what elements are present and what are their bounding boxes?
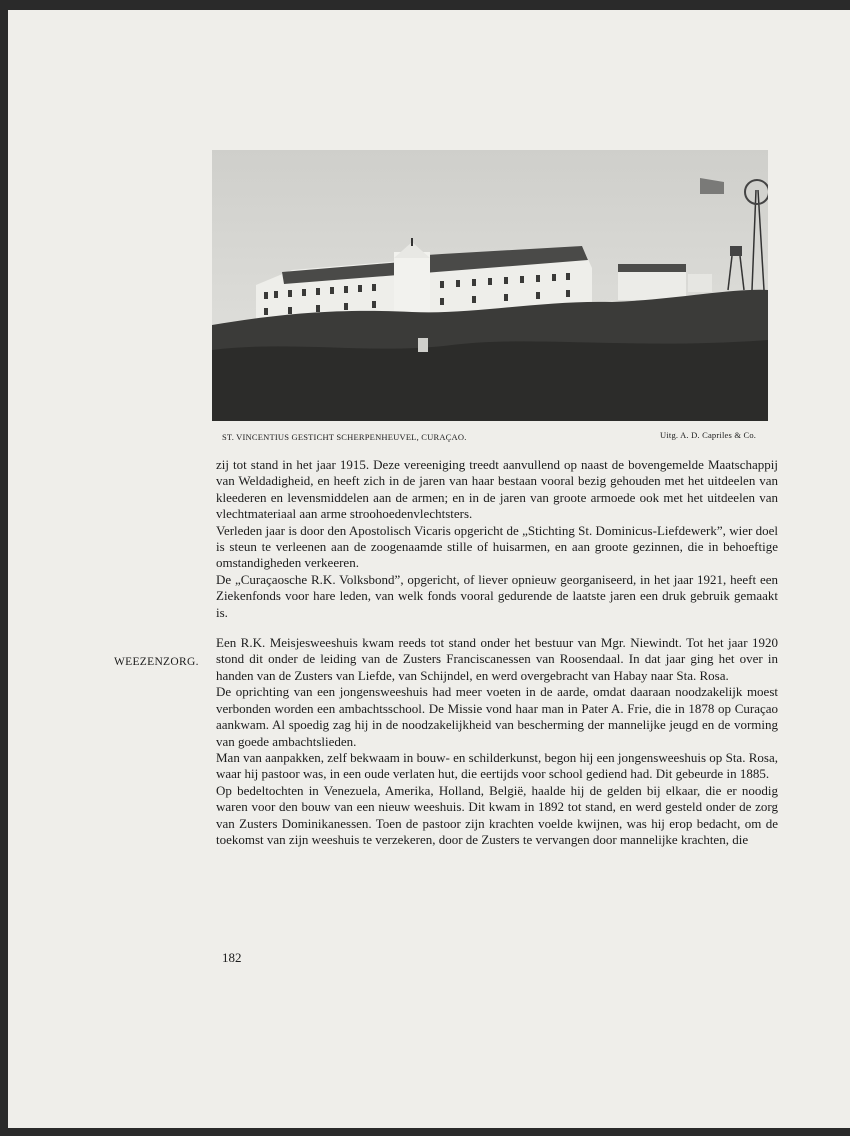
building-photo xyxy=(212,150,768,421)
photo-credit: Uitg. A. D. Capriles & Co. xyxy=(660,430,757,440)
paragraph: Man van aanpakken, zelf bekwaam in bouw- en schilderkunst, begon hij een jongensweeshuis op Sta. Rosa, waar hij pastoor was, in een oude verlaten hut, die eertijds voor school gediend had. Dit gebeurde in 1885. xyxy=(216,749,778,782)
photo-illustration xyxy=(212,150,768,421)
side-heading: WEEZENZORG. xyxy=(114,656,199,668)
paragraph: Een R.K. Meisjesweeshuis kwam reeds tot stand onder het bestuur van Mgr. Niewindt. Tot het jaar 1920 stond dit onder de leiding van de Zusters Franciscanessen van Roosendaal. In dat jaar ging het over in handen van de Zusters van Liefde, van Schijndel, en werd overgebracht van Habay naar Sta. Rosa. xyxy=(216,635,778,683)
photo-caption: ST. VINCENTIUS GESTICHT SCHERPENHEUVEL, CURAÇAO. xyxy=(222,432,467,442)
body-text xyxy=(216,457,778,848)
page-number: 182 xyxy=(222,950,242,965)
paragraph: zij tot stand in het jaar 1915. Deze vereeniging treedt aanvullend op naast de bovengemelde Maatschappij van Weldadigheid, en heeft zich in de jaren van haar bestaan vooral bezig gehouden met het uitdeelen van kleederen en levensmiddelen aan de armen; en in de jaren van groote armoede ook met het uitdeelen van vlechtmateriaal aan arme stroohoedenvlechtsters. xyxy=(216,457,778,522)
paragraph: De „Curaçaosche R.K. Volksbond”, opgericht, of liever opnieuw georganiseerd, in het jaar 1921, heeft een Ziekenfonds voor hare leden, van welk fonds vooral gedurende de laatste jaren een druk gebruik gemaakt is. xyxy=(216,571,778,620)
paragraph: Op bedeltochten in Venezuela, Amerika, Holland, België, haalde hij de gelden bij elkaar, die er noodig waren voor den bouw van een nieuw weeshuis. Dit kwam in 1892 tot stand, en werd gesteld onder de zorg van Zusters Dominikanessen. Toen de pastoor zijn krachten voelde kwijnen, was hij erop bedacht, om de toekomst van zijn weeshuis te verzekeren, door de Zusters te vervangen door mannelijke krachten, die xyxy=(216,782,778,847)
paragraph: Verleden jaar is door den Apostolisch Vicaris opgericht de „Stichting St. Dominicus-Liefdewerk”, wier doel is steun te verleenen aan de zoogenaamde stille of huisarmen, en aan groote gezinnen, die in behoeftige omstandigheden verkeeren. xyxy=(216,522,778,571)
paragraph: De oprichting van een jongensweeshuis had meer voeten in de aarde, omdat daaraan noodzakelijk moest verbonden worden een ambachtsschool. De Missie vond haar man in Pater A. Frie, die in 1878 op Curaçao aankwam. Al spoedig zag hij in de noodzakelijkheid van bescherming der mannelijke jeugd en de vorming van goede ambachtslieden. xyxy=(216,684,778,749)
